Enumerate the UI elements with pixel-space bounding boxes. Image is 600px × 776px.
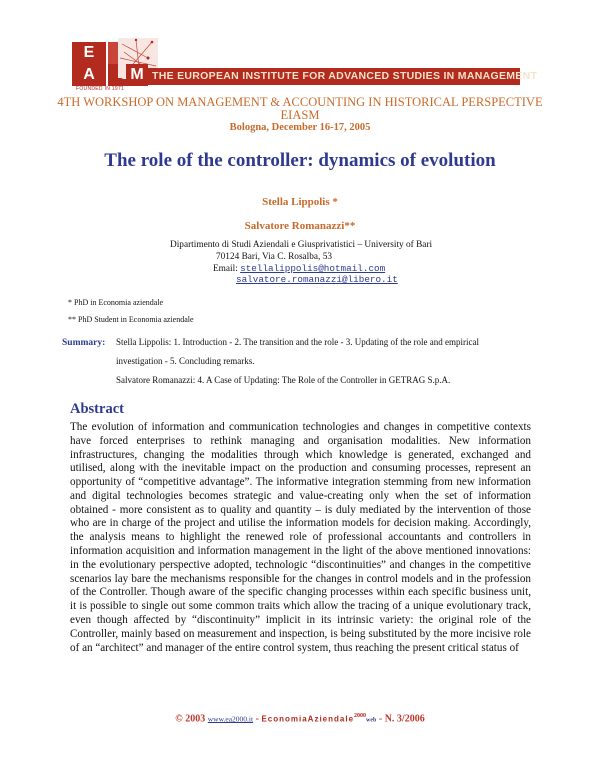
email-link-1[interactable]: stellalippolis@hotmail.com (240, 263, 386, 274)
affiliation-dept: Dipartimento di Studi Aziendali e Giusprivatistici – University of Bari (170, 240, 433, 250)
summary-label: Summary: (62, 338, 106, 348)
footer-issue: - N. 3/2006 (376, 713, 425, 725)
footer-brand: EconomiaAziendale (261, 714, 355, 724)
author-1: Stella Lippolis * (262, 196, 338, 208)
author-2: Salvatore Romanazzi** (244, 220, 356, 232)
paper-title: The role of the controller: dynamics of evolution (104, 150, 496, 171)
summary-line-3: Salvatore Romanazzi: 4. A Case of Updating: The Role of the Controller in GETRAG S.p.A. (116, 375, 451, 385)
abstract-heading: Abstract (70, 401, 124, 417)
logo-letter-m: M (126, 64, 148, 86)
footer-site-link[interactable]: www.ea2000.it (207, 714, 254, 724)
email-link-2[interactable]: salvatore.romanazzi@libero.it (236, 274, 398, 285)
summary-line-1: Stella Lippolis: 1. Introduction - 2. The transition and the role - 3. Updating of the role and empirical (116, 337, 479, 347)
summary-line-2: investigation - 5. Concluding remarks. (116, 356, 255, 366)
footer-brand-sup: 2000 (354, 713, 367, 719)
workshop-date: Bologna, December 16-17, 2005 (229, 122, 371, 133)
abstract-body: The evolution of information and communication technologies and changes in competitive contexts have forced enterprises to rethink managing and organisation modalities. New information infrastructures, changing the modalities through which knowledge is generated, exchanged and utilised, along with the inevitable impact on the production and consuming processes, represent an opportunity of “competitive advantage”. The informative integration stemming from new information and digital technologies becomes strategic and value-creating only when the set of information obtained - more consistent as to quality and quantity – is duly mediated by the intervention of those who are in charge of the project and utilise the information models for decision making. Accordingly, the analysis means to highlight the renewed role of professional accountants and controllers in information acquisition and information management in the light of the above mentioned innovations: in the evolutionary perspective adopted, technologic “discontinuities” and changes in the competitive scenarios lay bare the mechanisms responsible for the changes in control models and in the profession of the Controller. Though aware of the specific changing processes within each specific business unit, it is possible to single out some common traits which allow the tracing of a unique evolutionary track, even though affected by “discontinuity” implicit in its intrinsic variety: the original role of the Controller, mainly based on measurement and inspection, is being substituted by the more incisive role of an “architect” and manager of the entire control system, thus reaching the present critical status of (70, 421, 531, 654)
workshop-title: 4TH WORKSHOP ON MANAGEMENT & ACCOUNTING IN HISTORICAL PERSPECTIVE (57, 95, 543, 109)
footer-copyright: © 2003 (175, 713, 206, 725)
email-line (213, 263, 385, 274)
logo-letter-a: A (72, 64, 106, 86)
footer-dash: - (253, 713, 262, 725)
email-label: Email: (213, 264, 238, 274)
affiliation-address: 70124 Bari, Via C. Rosalba, 53 (216, 252, 332, 262)
footnote-1: * PhD in Economia aziendale (68, 298, 164, 307)
footer-web: web (366, 717, 377, 724)
institute-banner: THE EUROPEAN INSTITUTE FOR ADVANCED STUDIES IN MANAGEMENT (148, 68, 520, 85)
footnote-2: ** PhD Student in Economia aziendale (68, 315, 194, 324)
page-footer (0, 713, 600, 724)
logo-letter-e: E (72, 42, 106, 64)
workshop-org: EIASM (280, 108, 320, 122)
founded-text: FOUNDED IN 1971 (76, 86, 125, 92)
email-line-2 (236, 274, 398, 285)
